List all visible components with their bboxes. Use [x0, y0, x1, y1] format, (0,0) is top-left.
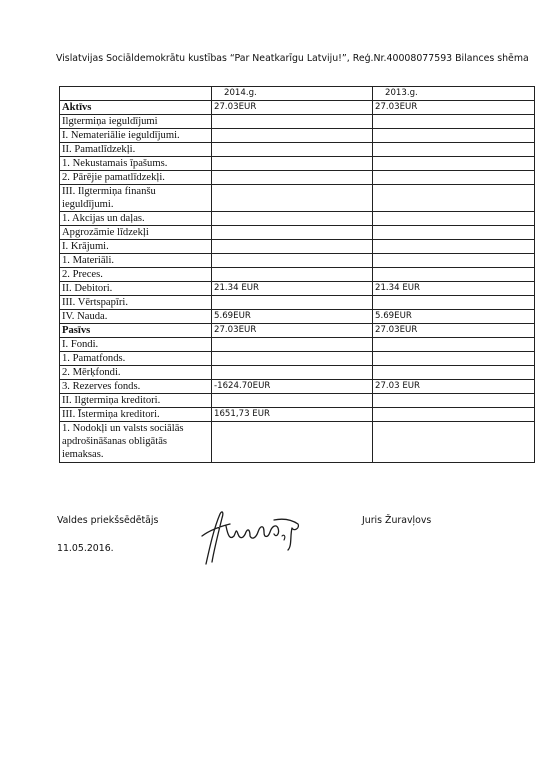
row-value-2014 — [212, 254, 373, 268]
row-value-2014 — [212, 143, 373, 157]
row-value-2013 — [373, 129, 535, 143]
row-value-2013 — [373, 212, 535, 226]
row-label: I. Nemateriālie ieguldījumi. — [60, 129, 212, 143]
row-label: 1. Nodokļi un valsts sociālās apdrošināšanas obligātās iemaksas. — [60, 422, 212, 463]
row-label: 2. Preces. — [60, 268, 212, 282]
row-value-2014 — [212, 366, 373, 380]
table-header-row — [60, 87, 535, 101]
row-value-2013 — [373, 268, 535, 282]
table-row — [60, 212, 535, 226]
row-value-2014 — [212, 296, 373, 310]
row-label: I. Fondi. — [60, 338, 212, 352]
row-value-2014 — [212, 115, 373, 129]
row-value-2013 — [373, 171, 535, 185]
row-label: IV. Nauda. — [60, 310, 212, 324]
row-label: 2. Mērķfondi. — [60, 366, 212, 380]
row-label: II. Ilgtermiņa kreditori. — [60, 394, 212, 408]
row-value-2013 — [373, 157, 535, 171]
table-row — [60, 101, 535, 115]
row-value-2014 — [212, 212, 373, 226]
table-row — [60, 240, 535, 254]
table-row — [60, 129, 535, 143]
row-value-2013: 27.03EUR — [373, 101, 535, 115]
header-2013: 2013.g. — [373, 87, 535, 101]
row-label: 3. Rezerves fonds. — [60, 380, 212, 394]
row-label: II. Pamatlīdzekļi. — [60, 143, 212, 157]
table-row — [60, 408, 535, 422]
table-row — [60, 226, 535, 240]
row-value-2014 — [212, 352, 373, 366]
row-value-2014: 5.69EUR — [212, 310, 373, 324]
table-row — [60, 366, 535, 380]
document-title: Vislatvijas Sociāldemokrātu kustības “Par Neatkarīgu Latviju!”, Reģ.Nr.40008077593 Bilances shēma — [56, 53, 529, 64]
row-label: 1. Materiāli. — [60, 254, 212, 268]
header-2014: 2014.g. — [212, 87, 373, 101]
header-empty-cell — [60, 87, 212, 101]
row-value-2013 — [373, 115, 535, 129]
row-value-2013 — [373, 366, 535, 380]
row-value-2013 — [373, 296, 535, 310]
signer-name: Juris Žuravļovs — [362, 515, 432, 526]
row-label: Apgrozāmie līdzekļi — [60, 226, 212, 240]
handwritten-signature-icon — [196, 506, 306, 568]
table-row — [60, 394, 535, 408]
table-row — [60, 422, 535, 463]
row-label: 1. Akcijas un daļas. — [60, 212, 212, 226]
table-row — [60, 115, 535, 129]
row-label: III. Īstermiņa kreditori. — [60, 408, 212, 422]
row-value-2014 — [212, 422, 373, 463]
row-value-2014 — [212, 268, 373, 282]
table-row — [60, 185, 535, 212]
row-label: II. Debitori. — [60, 282, 212, 296]
table-row — [60, 338, 535, 352]
table-row — [60, 380, 535, 394]
row-value-2013 — [373, 185, 535, 212]
row-value-2013 — [373, 226, 535, 240]
row-value-2013 — [373, 338, 535, 352]
row-label: 1. Nekustamais īpašums. — [60, 157, 212, 171]
row-value-2014 — [212, 226, 373, 240]
table-row — [60, 157, 535, 171]
row-value-2013 — [373, 394, 535, 408]
row-value-2014: 27.03EUR — [212, 324, 373, 338]
row-value-2014 — [212, 157, 373, 171]
row-value-2013: 27.03EUR — [373, 324, 535, 338]
row-value-2014 — [212, 338, 373, 352]
row-value-2013 — [373, 352, 535, 366]
row-value-2013: 27.03 EUR — [373, 380, 535, 394]
row-value-2013: 5.69EUR — [373, 310, 535, 324]
balance-table — [59, 86, 535, 463]
table-row — [60, 310, 535, 324]
row-value-2013 — [373, 408, 535, 422]
table-row — [60, 143, 535, 157]
row-label: Pasīvs — [60, 324, 212, 338]
table-row — [60, 171, 535, 185]
row-value-2014 — [212, 171, 373, 185]
row-value-2014 — [212, 394, 373, 408]
row-value-2013 — [373, 240, 535, 254]
row-value-2014: -1624.70EUR — [212, 380, 373, 394]
table-row — [60, 296, 535, 310]
row-label: 2. Pārējie pamatlīdzekļi. — [60, 171, 212, 185]
row-value-2014 — [212, 240, 373, 254]
table-row — [60, 352, 535, 366]
row-value-2014 — [212, 185, 373, 212]
row-value-2013 — [373, 254, 535, 268]
row-value-2013 — [373, 143, 535, 157]
table-row — [60, 254, 535, 268]
row-label: I. Krājumi. — [60, 240, 212, 254]
signer-position: Valdes priekšsēdētājs — [57, 515, 159, 526]
row-value-2013 — [373, 422, 535, 463]
table-row — [60, 268, 535, 282]
row-label: Ilgtermiņa ieguldījumi — [60, 115, 212, 129]
row-value-2014: 27.03EUR — [212, 101, 373, 115]
row-value-2014 — [212, 129, 373, 143]
row-value-2013: 21.34 EUR — [373, 282, 535, 296]
table-row — [60, 282, 535, 296]
signature-date: 11.05.2016. — [57, 543, 114, 554]
row-value-2014: 21.34 EUR — [212, 282, 373, 296]
row-label: Aktīvs — [60, 101, 212, 115]
row-label: 1. Pamatfonds. — [60, 352, 212, 366]
table-row — [60, 324, 535, 338]
row-value-2014: 1651,73 EUR — [212, 408, 373, 422]
row-label: III. Ilgtermiņa finanšu ieguldījumi. — [60, 185, 212, 212]
row-label: III. Vērtspapīri. — [60, 296, 212, 310]
